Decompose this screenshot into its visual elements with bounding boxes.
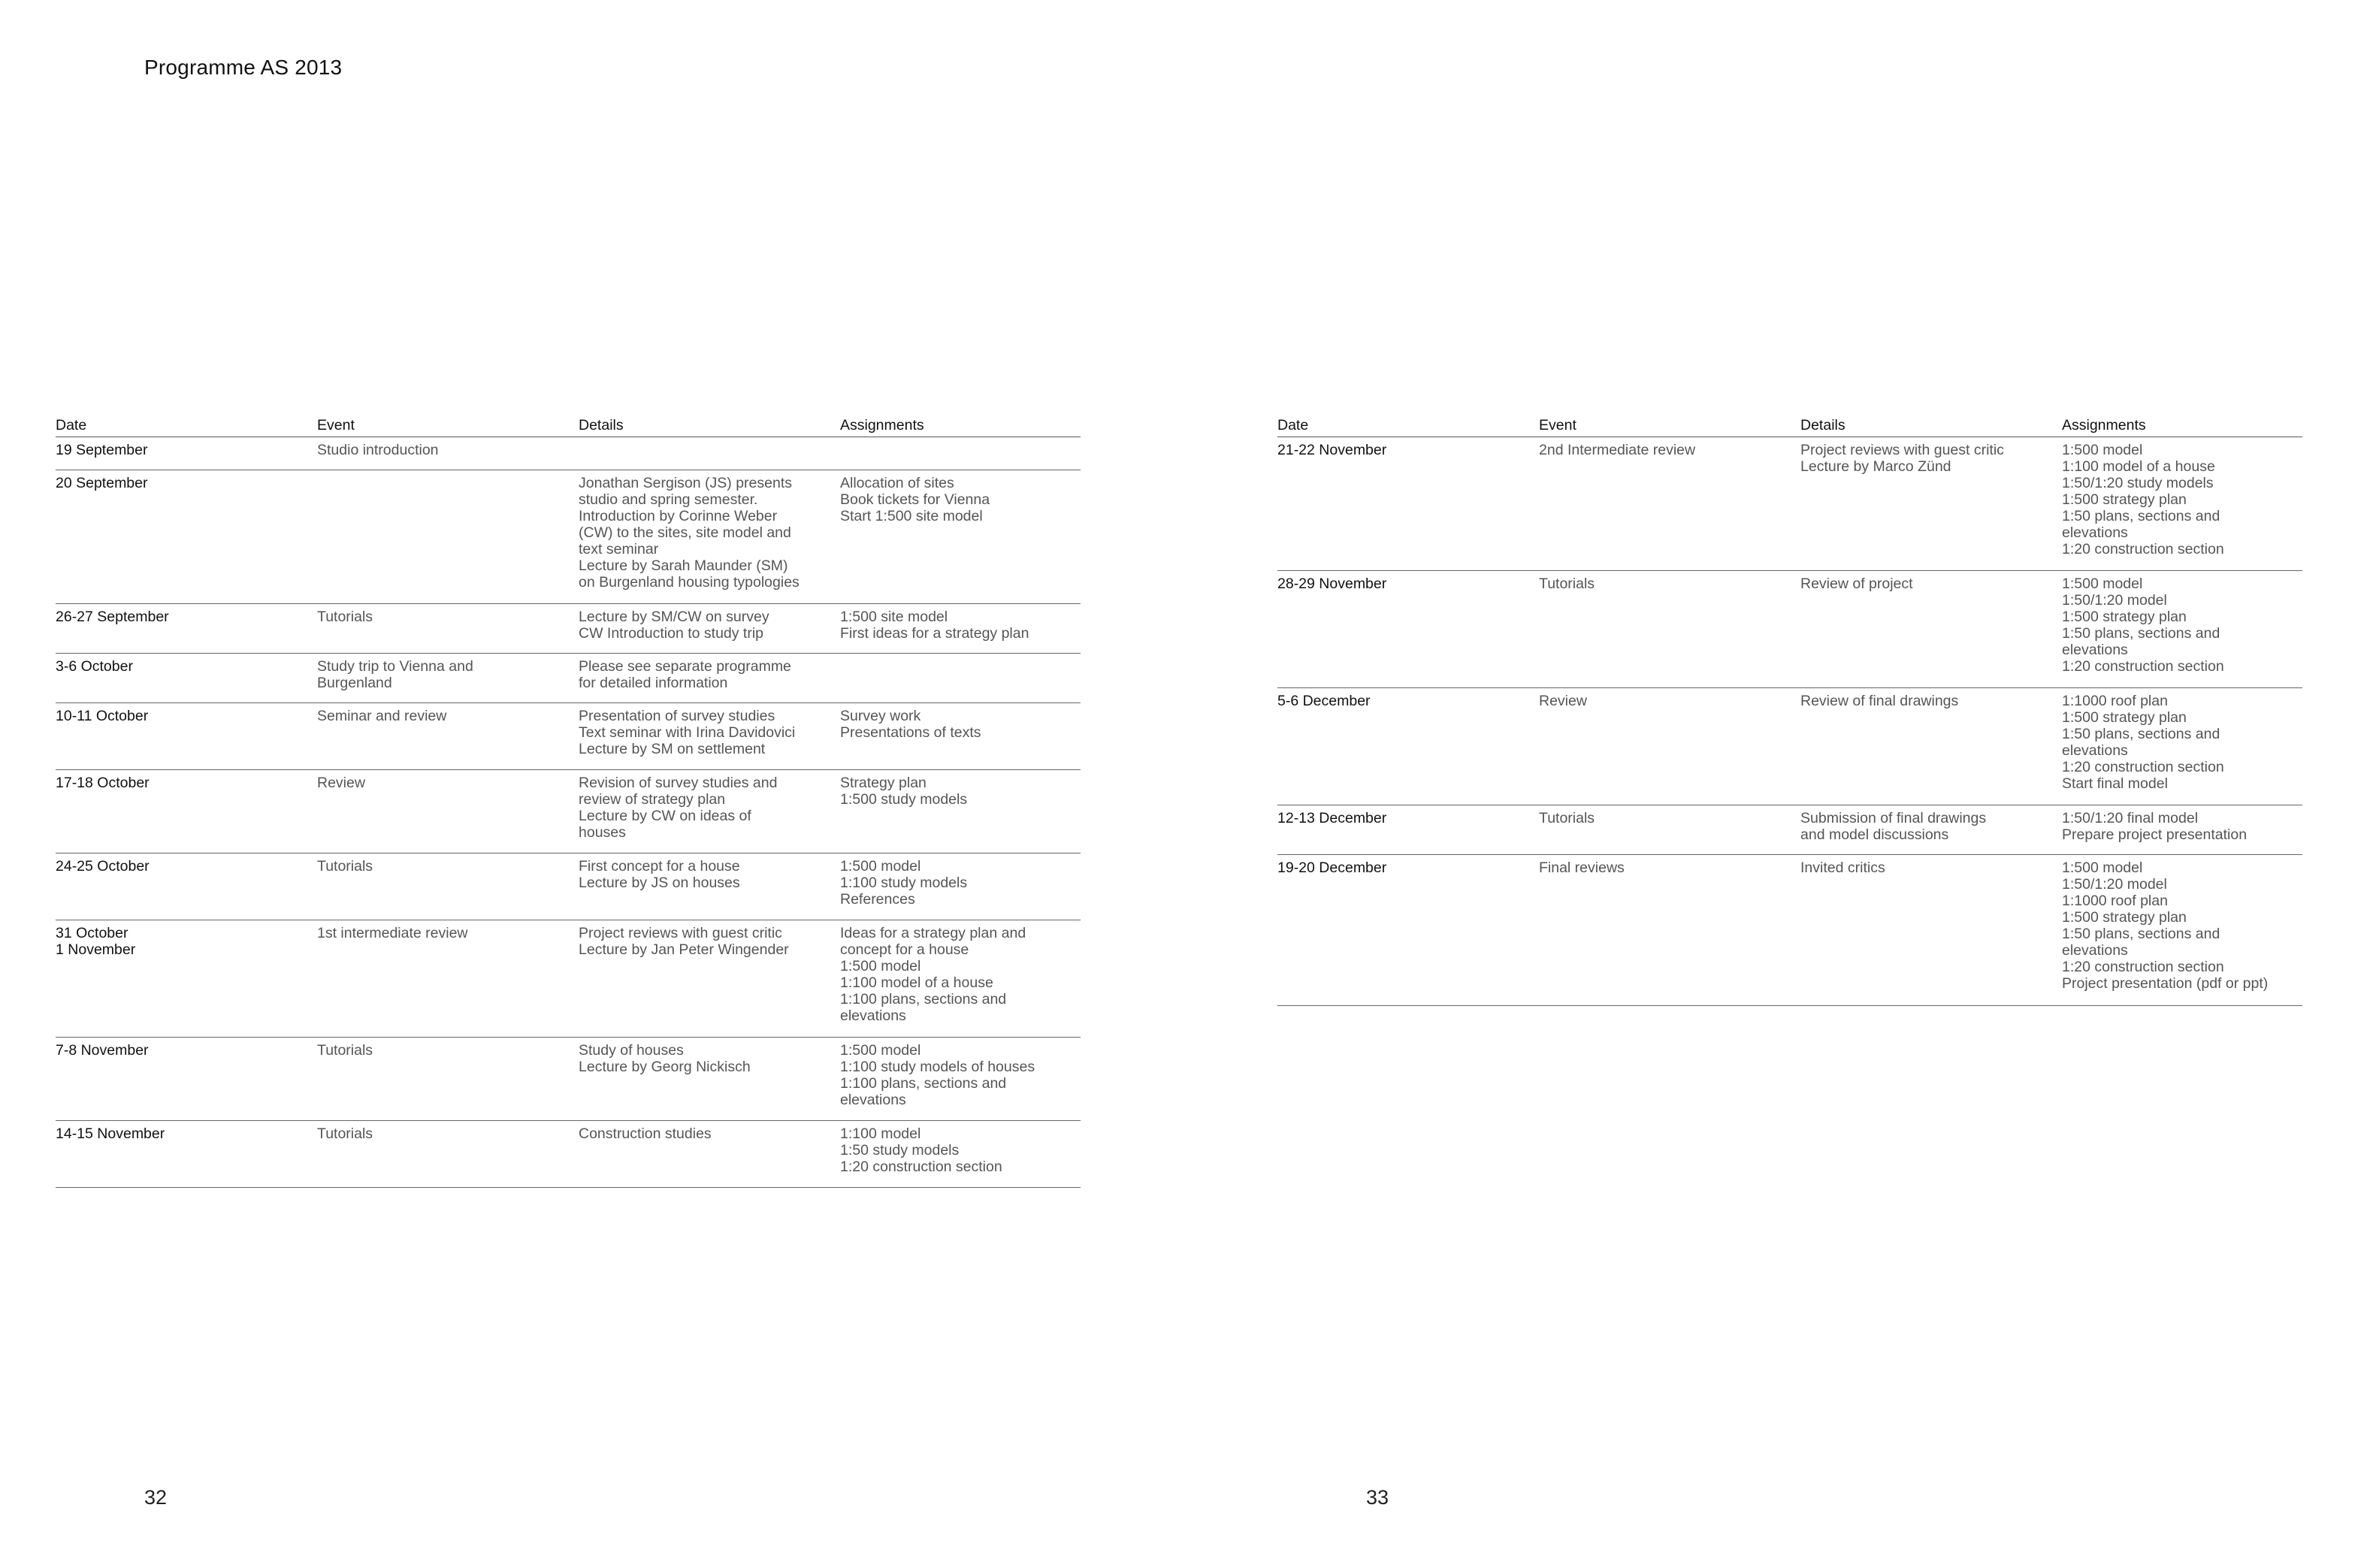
row-event: Review [317,775,365,791]
row-date: 14-15 November [56,1125,165,1142]
row-assignments: 1:50/1:20 final model Prepare project presentation [2062,810,2248,843]
row-date: 26-27 September [56,609,169,625]
row-date: 31 October 1 November [56,925,136,958]
table-row [56,770,1081,853]
row-event: 1st intermediate review [317,925,468,941]
row-details: Project reviews with guest critic Lecture by Marco Zünd [1800,442,2004,475]
table-row [1277,805,2302,855]
row-date: 20 September [56,475,148,491]
row-assignments: Ideas for a strategy plan and concept for a house 1:500 model 1:100 model of a house 1:100 plans, sections and elevations [840,925,1026,1024]
row-details: Project reviews with guest critic Lecture by Jan Peter Wingender [579,925,789,958]
row-event: Review [1539,693,1587,709]
row-event: Tutorials [1539,810,1595,826]
row-assignments: Strategy plan 1:500 study models [840,775,968,808]
header-assignments: Assignments [2062,417,2146,434]
row-assignments: 1:100 model 1:50 study models 1:20 construction section [840,1125,1002,1175]
row-assignments [840,442,1081,465]
table-row [56,604,1081,654]
row-details: Submission of final drawings and model discussions [1800,810,1987,843]
table-header [56,413,1081,437]
page-number-right: 33 [1366,1486,1389,1509]
row-date: 3-6 October [56,658,133,675]
table-row [56,437,1081,470]
row-event: Tutorials [317,1042,373,1059]
row-event: Tutorials [317,1125,373,1142]
row-event: Studio introduction [317,442,439,458]
row-event: 2nd Intermediate review [1539,442,1696,458]
row-date: 24-25 October [56,858,150,875]
row-details: Presentation of survey studies Text seminar with Irina Davidovici Lecture by SM on settlement [579,708,796,757]
row-date: 19 September [56,442,148,458]
header-event: Event [1539,417,1576,434]
table-row [56,1121,1081,1188]
row-date: 17-18 October [56,775,150,791]
row-event: Tutorials [317,609,373,625]
row-details: First concept for a house Lecture by JS on houses [579,858,740,891]
row-assignments: 1:500 model 1:50/1:20 model 1:1000 roof plan 1:500 strategy plan 1:50 plans, sections and elevations 1:20 construction section Project presentation (pdf or ppt) [2062,860,2269,992]
row-details: Invited critics [1800,860,1885,876]
row-details: Review of project [1800,576,1913,592]
row-assignments: 1:500 model 1:100 model of a house 1:50/1:20 study models 1:500 strategy plan 1:50 plans, sections and elevations 1:20 construction section [2062,442,2224,557]
row-details: Revision of survey studies and review of strategy plan Lecture by CW on ideas of houses [579,775,778,841]
row-event [317,475,579,599]
row-assignments: 1:1000 roof plan 1:500 strategy plan 1:50 plans, sections and elevations 1:20 construction section Start final model [2062,693,2224,792]
header-details: Details [579,417,624,434]
page-title: Programme AS 2013 [144,56,343,79]
row-details: Lecture by SM/CW on survey CW Introduction to study trip [579,609,769,642]
row-date: 19-20 December [1277,860,1387,876]
row-date: 10-11 October [56,708,149,724]
row-assignments: 1:500 model 1:100 study models of houses 1:100 plans, sections and elevations [840,1042,1035,1108]
row-event: Tutorials [1539,576,1595,592]
row-assignments: Survey work Presentations of texts [840,708,981,741]
row-event: Final reviews [1539,860,1625,876]
table-row [1277,437,2302,571]
header-date: Date [1277,417,1309,434]
row-details: Please see separate programme for detailed information [579,658,791,691]
table-header [1277,413,2302,437]
table-row [56,703,1081,770]
row-details: Review of final drawings [1800,693,1959,709]
row-event: Tutorials [317,858,373,875]
row-details [579,442,840,465]
row-details: Construction studies [579,1125,712,1142]
row-date: 7-8 November [56,1042,149,1059]
row-event: Study trip to Vienna and Burgenland [317,658,473,691]
table-row [1277,855,2302,1006]
table-row [56,920,1081,1038]
table-row [56,470,1081,604]
row-assignments: Allocation of sites Book tickets for Vienna Start 1:500 site model [840,475,990,524]
table-row [56,853,1081,920]
row-assignments: 1:500 model 1:100 study models References [840,858,968,908]
row-details: Jonathan Sergison (JS) presents studio and spring semester. Introduction by Corinne Weber (CW) to the sites, site model and text seminar Lecture by Sarah Maunder (SM) on Burgenland housing typologies [579,475,800,591]
page-number-left: 32 [144,1486,168,1509]
table-row [1277,571,2302,688]
row-details: Study of houses Lecture by Georg Nickisch [579,1042,751,1075]
schedule-table-right [1277,413,2302,1006]
row-date: 5-6 December [1277,693,1371,709]
header-event: Event [317,417,355,434]
table-row [1277,688,2302,805]
row-date: 12-13 December [1277,810,1387,826]
row-date: 21-22 November [1277,442,1387,458]
table-row [56,654,1081,703]
row-event: Seminar and review [317,708,447,724]
header-date: Date [56,417,87,434]
row-assignments: 1:500 site model First ideas for a strategy plan [840,609,1029,642]
row-date: 28-29 November [1277,576,1387,592]
row-assignments [840,658,1081,698]
header-details: Details [1800,417,1846,434]
header-assignments: Assignments [840,417,924,434]
schedule-table-left [56,413,1081,1188]
row-assignments: 1:500 model 1:50/1:20 model 1:500 strategy plan 1:50 plans, sections and elevations 1:20 construction section [2062,576,2224,675]
table-row [56,1038,1081,1121]
